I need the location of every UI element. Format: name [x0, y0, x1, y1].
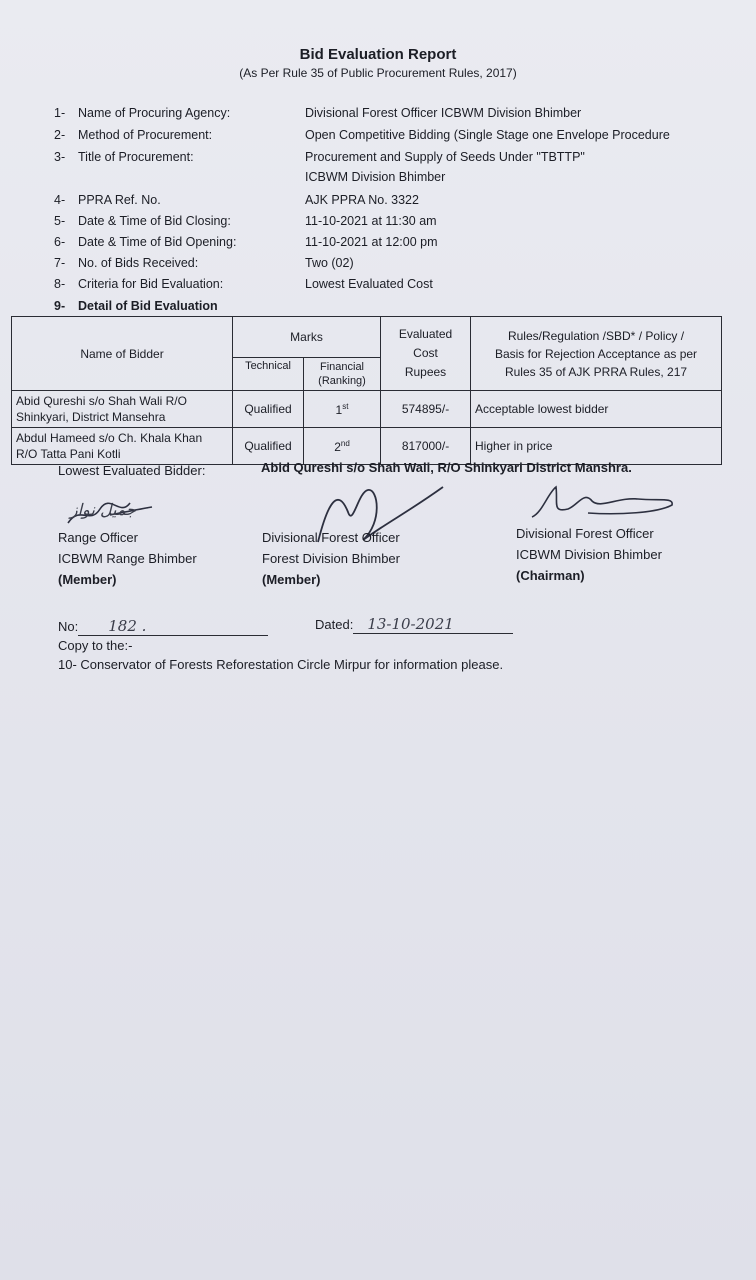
item-number: 8- — [54, 277, 66, 291]
bidder-name-cell — [12, 391, 233, 428]
item-label: Name of Procuring Agency: — [78, 106, 231, 120]
header-marks: Marks — [233, 317, 381, 358]
item-number: 9- — [54, 299, 66, 313]
ranking-cell — [304, 391, 381, 428]
technical-cell: Qualified — [233, 428, 304, 465]
table-row — [12, 428, 722, 465]
header-technical: Technical — [233, 358, 304, 391]
item-number: 5- — [54, 214, 66, 228]
item-label: Method of Procurement: — [78, 128, 213, 142]
item-value: AJK PPRA No. 3322 — [305, 193, 419, 207]
header-eval-line: Evaluated — [398, 327, 453, 341]
header-financial — [304, 358, 381, 391]
bidder-name-line: Shinkyari, District Mansehra — [16, 410, 166, 424]
item-value: Divisional Forest Officer ICBWM Division Bhimber — [305, 106, 582, 120]
cost-cell: 574895/- — [381, 391, 471, 428]
signature-title: Range Officer — [58, 530, 138, 545]
header-evaluated-cost — [381, 317, 471, 391]
item-value: Procurement and Supply of Seeds Under "TBTTP" — [305, 150, 585, 164]
item-value: Open Competitive Bidding (Single Stage one Envelope Procedure — [305, 128, 670, 142]
item-number: 4- — [54, 193, 66, 207]
signature-office: ICBWM Division Bhimber — [516, 547, 662, 562]
item-number: 1- — [54, 106, 66, 120]
dated-label: Dated: — [315, 617, 354, 632]
ranking-value: 1 — [335, 402, 343, 417]
bidder-name-line: Abid Qureshi s/o Shah Wali R/O — [16, 394, 187, 408]
item-label: Title of Procurement: — [78, 150, 194, 164]
item-value: Lowest Evaluated Cost — [305, 277, 433, 291]
item-label: Criteria for Bid Evaluation: — [78, 277, 224, 291]
table-row — [12, 391, 722, 428]
ranking-cell — [304, 428, 381, 465]
item-label: No. of Bids Received: — [78, 256, 199, 270]
range-officer-handwritten-name: جمیل نواز — [70, 500, 137, 519]
copy-to: Copy to the:- — [58, 638, 133, 653]
header-name-of-bidder: Name of Bidder — [12, 317, 233, 391]
item-label: PPRA Ref. No. — [78, 193, 161, 207]
remark-cell: Higher in price — [471, 428, 722, 465]
dated-value: 13-10-2021 — [367, 615, 454, 633]
item-number: 3- — [54, 150, 66, 164]
signature-title: Divisional Forest Officer — [262, 530, 400, 545]
dfo-icbwm-signature-icon — [528, 483, 678, 523]
item-number: 6- — [54, 235, 66, 249]
signature-role: (Chairman) — [516, 568, 585, 583]
item-value: Two (02) — [305, 256, 354, 270]
bidder-name-line: R/O Tatta Pani Kotli — [16, 447, 121, 461]
item-label: Detail of Bid Evaluation — [78, 299, 218, 313]
item-label: Date & Time of Bid Closing: — [78, 214, 231, 228]
bidder-name-cell — [12, 428, 233, 465]
document-title: Bid Evaluation Report — [299, 46, 457, 63]
table-header-row — [12, 317, 722, 358]
header-rules-line: Rules 35 of AJK PRRA Rules, 217 — [504, 364, 688, 379]
header-rules — [471, 317, 722, 391]
no-line — [78, 617, 268, 636]
dated-line — [353, 615, 513, 634]
item-label: Date & Time of Bid Opening: — [78, 235, 237, 249]
item-value: 11-10-2021 at 11:30 am — [305, 214, 437, 228]
bidder-name-line: Abdul Hameed s/o Ch. Khala Khan — [16, 431, 203, 445]
ranking-suffix: nd — [340, 438, 350, 448]
item-value-continued: ICBWM Division Bhimber — [305, 170, 446, 184]
no-label: No: — [58, 619, 79, 634]
document-subtitle: (As Per Rule 35 of Public Procurement Rules, 2017) — [239, 66, 517, 80]
signature-block-range-officer — [58, 527, 197, 590]
remark-cell: Acceptable lowest bidder — [471, 391, 722, 428]
header-eval-line: Rupees — [404, 365, 447, 379]
signature-office: Forest Division Bhimber — [262, 551, 400, 566]
header-eval-line: Cost — [413, 346, 438, 360]
header-ranking-label: (Ranking) — [318, 375, 366, 387]
no-value: 182 . — [108, 617, 147, 635]
lowest-bidder-value: Abid Qureshi s/o Shah Wali, R/O Shinkyari District Manshra. — [261, 460, 632, 475]
header-rules-line: Rules/Regulation /SBD* / Policy / — [507, 328, 685, 343]
copy-line: 10- Conservator of Forests Reforestation Circle Mirpur for information please. — [58, 657, 504, 672]
item-value: 11-10-2021 at 12:00 pm — [305, 235, 438, 249]
signature-block-dfo-forest — [262, 527, 400, 590]
header-rules-line: Basis for Rejection Acceptance as per — [494, 346, 698, 361]
bid-evaluation-table — [11, 316, 722, 465]
dated — [315, 615, 513, 634]
item-number: 2- — [54, 128, 66, 142]
header-financial-label: Financial — [319, 361, 365, 373]
signature-role: (Member) — [58, 572, 117, 587]
signature-office: ICBWM Range Bhimber — [58, 551, 197, 566]
reference-number — [58, 617, 268, 636]
cost-cell: 817000/- — [381, 428, 471, 465]
lowest-bidder-label: Lowest Evaluated Bidder: — [58, 463, 206, 478]
signature-block-dfo-icbwm — [516, 523, 662, 586]
item-number: 7- — [54, 256, 66, 270]
signature-role: (Member) — [262, 572, 321, 587]
ranking-value: 2 — [334, 439, 341, 454]
technical-cell: Qualified — [233, 391, 304, 428]
signature-title: Divisional Forest Officer — [516, 526, 654, 541]
ranking-suffix: st — [342, 401, 349, 411]
